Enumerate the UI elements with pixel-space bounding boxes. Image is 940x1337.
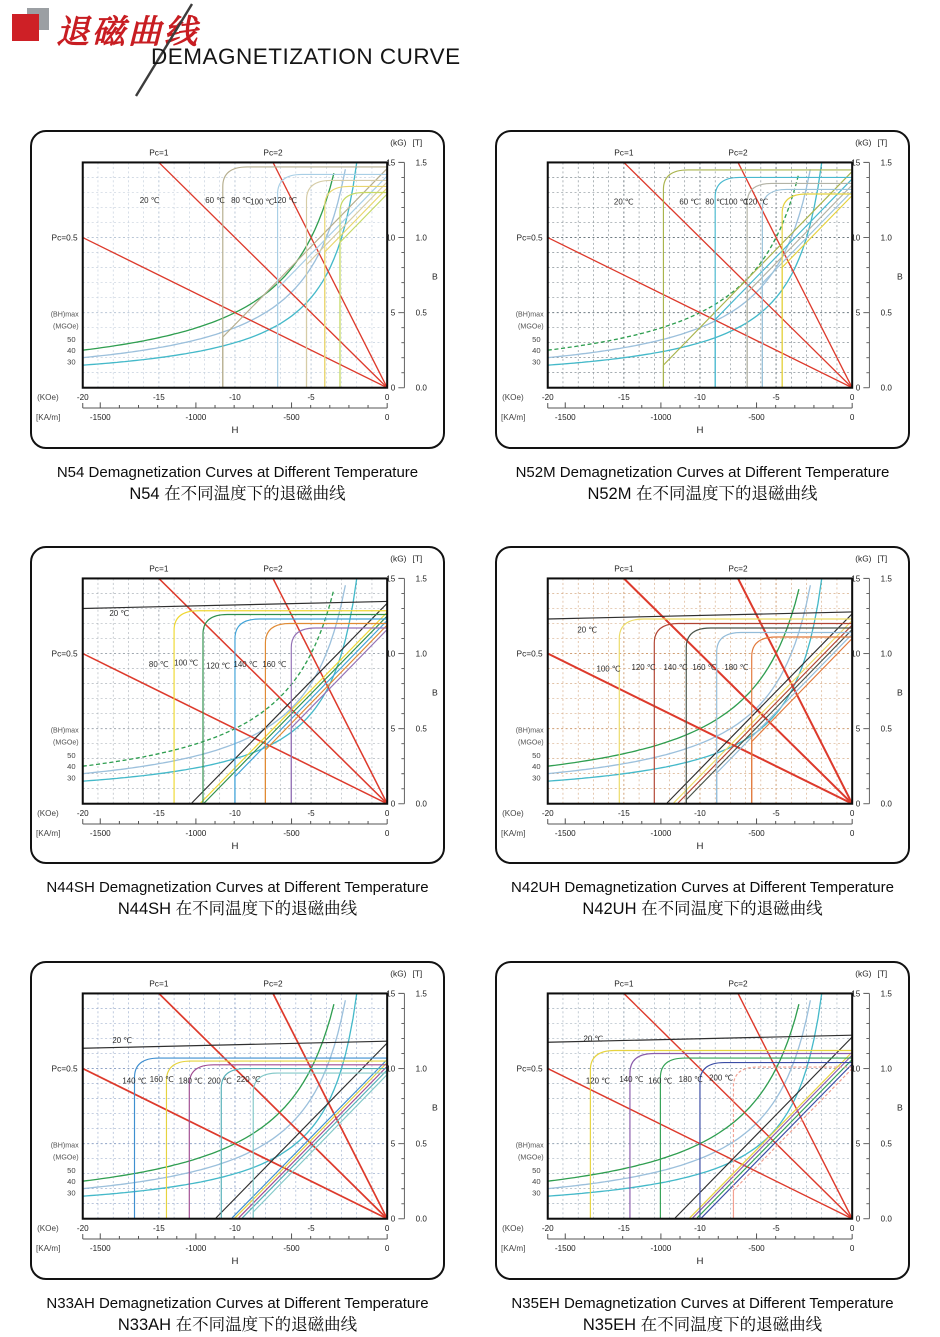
caption-zh: N42UH 在不同温度下的退磁曲线	[582, 900, 823, 919]
t-tick-label: 0.0	[880, 799, 892, 809]
kam-tick-label: -1500	[554, 828, 576, 838]
kam-tick-label: -500	[283, 1244, 300, 1254]
bhmax-label: (BH)max	[515, 1141, 544, 1150]
pc-label: Pc=1	[149, 563, 169, 574]
j-curve-180	[189, 1065, 387, 1218]
j-curve-200	[733, 1067, 852, 1218]
koe-tick-label: -5	[772, 392, 780, 402]
caption-en: N54 Demagnetization Curves at Different Temperature	[56, 463, 419, 481]
pc-label: Pc=1	[149, 147, 169, 158]
koe-tick-label: -5	[772, 1224, 780, 1234]
bhmax-unit-label: (MGOe)	[518, 738, 544, 747]
y-axis-title: B	[431, 687, 438, 698]
chart-card-n42uh	[495, 546, 910, 865]
pc-label: Pc=1	[614, 978, 634, 989]
kg-tick-label: 15	[851, 573, 861, 583]
pc-load-line	[159, 994, 387, 1219]
koe-tick-label: -10	[229, 392, 241, 402]
bhmax-tick: 50	[67, 334, 76, 344]
bhmax-tick: 30	[67, 357, 76, 367]
bhmax-label: (BH)max	[50, 310, 79, 319]
t-unit-label: [T]	[412, 137, 423, 148]
kam-tick-label: 0	[849, 1244, 855, 1254]
temp-label-180: 180 ℃	[724, 662, 749, 672]
kam-tick-label: 0	[849, 413, 855, 423]
y-axis-title: B	[896, 1102, 903, 1113]
chart-cell-n54	[30, 130, 445, 506]
kg-tick-label: 5	[390, 724, 396, 734]
temp-label-100: 100 ℃	[724, 197, 749, 207]
pc-label: Pc=0.5	[51, 648, 78, 659]
temp-label-20: 20 ℃	[139, 195, 160, 205]
temp-label-160: 160 ℃	[692, 662, 717, 672]
pc-label: Pc=1	[614, 147, 634, 158]
demagnetization-chart-n44sh	[32, 548, 443, 863]
x-axis-title: H	[231, 1256, 239, 1268]
kg-unit-label: (kG)	[855, 553, 872, 564]
chart-caption-n54	[30, 462, 445, 506]
chart-cell-n44sh	[30, 546, 445, 922]
kg-tick-label: 10	[851, 649, 861, 659]
chart-cell-n42uh	[495, 546, 910, 922]
koe-tick-label: 0	[384, 392, 390, 402]
t-tick-label: 1.5	[415, 573, 427, 583]
koe-tick-label: 0	[384, 1224, 390, 1234]
demagnetization-chart-n42uh	[497, 548, 908, 863]
temp-label-100: 100 ℃	[596, 664, 621, 674]
b-curve-160	[697, 1060, 852, 1218]
j-curve-160	[717, 632, 852, 802]
chart-caption-n52m	[495, 462, 910, 506]
kam-tick-label: -500	[748, 828, 765, 838]
chart-caption-n33ah	[30, 1293, 445, 1337]
t-tick-label: 0.5	[415, 724, 427, 734]
b-curve-180	[701, 1064, 852, 1218]
temp-label-20: 20 ℃	[109, 608, 130, 618]
t-unit-label: [T]	[412, 553, 423, 564]
kg-tick-label: 15	[386, 573, 396, 583]
bhmax-label: (BH)max	[50, 1141, 79, 1150]
caption-zh: N52M 在不同温度下的退磁曲线	[587, 484, 818, 503]
koe-unit-label: (KOe)	[502, 808, 524, 818]
koe-tick-label: 0	[849, 808, 855, 818]
kg-unit-label: (kG)	[855, 969, 872, 980]
t-tick-label: 0.5	[880, 308, 892, 318]
kg-tick-label: 0	[390, 1214, 396, 1224]
kam-tick-label: 0	[384, 1244, 390, 1254]
koe-tick-label: -10	[229, 808, 241, 818]
x-axis-title: H	[231, 424, 239, 436]
kg-tick-label: 10	[851, 233, 861, 243]
y-axis-title: B	[896, 271, 903, 282]
pc-label: Pc=1	[149, 978, 169, 989]
caption-zh: N33AH 在不同温度下的退磁曲线	[117, 1315, 358, 1334]
chart-cell-n33ah	[30, 961, 445, 1337]
chart-cell-n35eh	[495, 961, 910, 1337]
temp-label-120: 120 ℃	[206, 661, 231, 671]
chart-caption-n35eh	[495, 1293, 910, 1337]
temp-label-60: 60 ℃	[679, 197, 700, 207]
bhmax-tick: 30	[532, 1188, 541, 1198]
temp-label-120: 120 ℃	[631, 662, 656, 672]
bhmax-curve-30	[548, 578, 822, 781]
demagnetization-chart-n54	[32, 132, 443, 447]
kam-tick-label: -1000	[185, 413, 207, 423]
t-tick-label: 1.0	[415, 233, 427, 243]
kam-tick-label: 0	[384, 828, 390, 838]
kg-tick-label: 5	[390, 1139, 396, 1149]
grid-lines	[548, 162, 852, 387]
bhmax-tick: 50	[532, 334, 541, 344]
koe-unit-label: (KOe)	[37, 392, 59, 402]
page-header	[0, 0, 940, 100]
demagnetization-chart-n35eh	[497, 963, 908, 1278]
bhmax-curve-50	[548, 1005, 799, 1182]
koe-tick-label: 0	[384, 808, 390, 818]
kam-tick-label: -1500	[89, 1244, 111, 1254]
chart-caption-n44sh	[30, 877, 445, 921]
bhmax-tick: 50	[67, 1166, 76, 1176]
koe-tick-label: -15	[617, 1224, 630, 1234]
koe-tick-label: -20	[541, 1224, 554, 1234]
j-curve-80	[307, 180, 388, 387]
kam-unit-label: [KA/m]	[501, 828, 526, 838]
t-unit-label: [T]	[877, 969, 888, 980]
bhmax-unit-label: (MGOe)	[518, 1153, 544, 1162]
t-tick-label: 0.0	[415, 799, 427, 809]
kg-tick-label: 5	[855, 308, 861, 318]
temp-label-20: 20 ℃	[613, 197, 634, 207]
koe-tick-label: -15	[152, 808, 165, 818]
pc-load-line	[159, 578, 387, 803]
bhmax-label: (BH)max	[515, 310, 544, 319]
chart-card-n44sh	[30, 546, 445, 865]
kg-tick-label: 10	[851, 1064, 861, 1074]
kg-unit-label: (kG)	[390, 969, 407, 980]
t-tick-label: 1.5	[415, 989, 427, 999]
pc-label: Pc=0.5	[516, 1063, 543, 1074]
demagnetization-chart-n33ah	[32, 963, 443, 1278]
caption-en: N42UH Demagnetization Curves at Different Temperature	[511, 879, 894, 897]
bhmax-tick: 30	[67, 1188, 76, 1198]
caption-en: N52M Demagnetization Curves at Different Temperature	[515, 463, 890, 481]
pc-label: Pc=2	[728, 147, 748, 158]
temp-label-20: 20 ℃	[112, 1036, 133, 1046]
b-curve-80	[201, 612, 388, 803]
y-axis-title: B	[431, 1102, 438, 1113]
temp-label-220: 220 ℃	[236, 1075, 261, 1085]
kam-tick-label: -1500	[89, 828, 111, 838]
koe-tick-label: -15	[152, 1224, 165, 1234]
page-title-en: DEMAGNETIZATION CURVE	[151, 44, 461, 69]
kg-tick-label: 10	[386, 233, 396, 243]
temp-label-200: 200 ℃	[709, 1073, 734, 1083]
kg-tick-label: 15	[851, 158, 861, 168]
temp-label-140: 140 ℃	[122, 1076, 147, 1086]
kam-tick-label: -500	[748, 413, 765, 423]
t-tick-label: 0.0	[880, 1214, 892, 1224]
page-title-zh: 退磁曲线	[56, 13, 200, 50]
caption-zh: N35EH 在不同温度下的退磁曲线	[582, 1315, 823, 1334]
kam-unit-label: [KA/m]	[36, 413, 61, 423]
bhmax-tick: 50	[532, 1166, 541, 1176]
koe-unit-label: (KOe)	[502, 1224, 524, 1234]
koe-tick-label: -20	[76, 808, 89, 818]
temp-label-80: 80 ℃	[231, 195, 251, 205]
bhmax-tick: 50	[67, 750, 76, 760]
bhmax-curve-30	[83, 162, 357, 365]
caption-en: N33AH Demagnetization Curves at Different Temperature	[46, 1294, 429, 1312]
pc-label: Pc=0.5	[516, 232, 543, 243]
koe-tick-label: -20	[541, 808, 554, 818]
b-curve-20	[192, 603, 387, 803]
pc-load-line	[273, 578, 387, 803]
y-axis-title: B	[431, 271, 438, 282]
temp-label-140: 140 ℃	[233, 659, 258, 669]
b-curve-100	[674, 620, 853, 802]
kg-tick-label: 0	[390, 383, 396, 393]
bhmax-tick: 50	[532, 750, 541, 760]
temp-label-140: 140 ℃	[619, 1075, 644, 1085]
b-curve-60	[715, 179, 852, 387]
t-tick-label: 0.0	[415, 1214, 427, 1224]
kam-unit-label: [KA/m]	[501, 413, 526, 423]
bhmax-tick: 40	[67, 761, 76, 771]
kg-unit-label: (kG)	[390, 137, 407, 148]
temp-label-160: 160 ℃	[648, 1076, 673, 1086]
x-axis-title: H	[696, 840, 704, 852]
kam-tick-label: 0	[849, 828, 855, 838]
kam-tick-label: -500	[283, 828, 300, 838]
kg-tick-label: 10	[386, 1064, 396, 1074]
koe-tick-label: -10	[229, 1224, 241, 1234]
bhmax-curve-30	[83, 994, 357, 1197]
kg-tick-label: 5	[855, 724, 861, 734]
kam-tick-label: -500	[283, 413, 300, 423]
t-tick-label: 0.0	[880, 383, 892, 393]
pc-load-line	[738, 994, 852, 1219]
t-tick-label: 0.0	[415, 383, 427, 393]
koe-tick-label: -15	[617, 808, 630, 818]
temp-label-120: 120 ℃	[585, 1076, 611, 1086]
t-tick-label: 1.0	[415, 1064, 427, 1074]
koe-tick-label: -10	[694, 392, 706, 402]
temp-label-200: 200 ℃	[207, 1076, 232, 1086]
temp-label-100: 100 ℃	[174, 658, 199, 668]
kg-tick-label: 0	[855, 799, 861, 809]
kg-tick-label: 0	[855, 383, 861, 393]
pc-label: Pc=2	[728, 978, 748, 989]
b-curve-220	[253, 1075, 387, 1218]
kam-unit-label: [KA/m]	[36, 1244, 61, 1254]
t-tick-label: 0.5	[880, 724, 892, 734]
temp-label-120: 120 ℃	[744, 197, 769, 207]
t-unit-label: [T]	[412, 969, 423, 980]
bhmax-label: (BH)max	[515, 726, 544, 735]
caption-zh: N54 在不同温度下的退磁曲线	[129, 484, 346, 503]
t-tick-label: 1.0	[880, 1064, 892, 1074]
temp-label-20: 20 ℃	[577, 625, 598, 635]
kam-tick-label: -1000	[185, 828, 207, 838]
koe-unit-label: (KOe)	[37, 1224, 59, 1234]
koe-tick-label: -5	[307, 392, 315, 402]
pc-label: Pc=1	[614, 563, 634, 574]
bhmax-tick: 40	[532, 761, 541, 771]
pc-load-line	[624, 162, 852, 387]
bhmax-unit-label: (MGOe)	[53, 1153, 79, 1162]
bhmax-tick: 40	[532, 1177, 541, 1187]
t-tick-label: 1.0	[880, 649, 892, 659]
bhmax-curve-30	[548, 994, 822, 1197]
t-tick-label: 1.5	[880, 158, 892, 168]
b-curve-80	[307, 182, 388, 387]
charts-grid	[0, 130, 940, 1337]
bhmax-label: (BH)max	[50, 726, 79, 735]
t-tick-label: 1.5	[880, 989, 892, 999]
kg-tick-label: 5	[855, 1139, 861, 1149]
b-curve-180	[236, 1067, 388, 1219]
pc-label: Pc=2	[263, 978, 283, 989]
chart-card-n54	[30, 130, 445, 449]
koe-tick-label: -10	[694, 1224, 706, 1234]
kam-tick-label: -1500	[554, 413, 576, 423]
logo-square-red	[12, 14, 39, 41]
temp-label-80: 80 ℃	[148, 659, 169, 669]
pc-label: Pc=2	[263, 147, 283, 158]
bhmax-tick: 40	[532, 346, 541, 356]
temp-label-20: 20 ℃	[583, 1034, 604, 1044]
koe-tick-label: 0	[849, 392, 855, 402]
bhmax-tick: 40	[67, 1177, 76, 1187]
caption-zh: N44SH 在不同温度下的退磁曲线	[117, 900, 358, 919]
kg-tick-label: 15	[851, 989, 861, 999]
kam-tick-label: -1000	[650, 413, 672, 423]
bhmax-curve-40	[548, 1001, 811, 1189]
kg-tick-label: 15	[386, 158, 396, 168]
kam-tick-label: -500	[748, 1244, 765, 1254]
kam-tick-label: -1000	[185, 1244, 207, 1254]
koe-tick-label: 0	[849, 1224, 855, 1234]
pc-load-line	[273, 994, 387, 1219]
kg-tick-label: 0	[855, 1214, 861, 1224]
pc-label: Pc=0.5	[51, 1063, 78, 1074]
t-tick-label: 0.5	[415, 1139, 427, 1149]
temp-label-120: 120 ℃	[273, 195, 298, 205]
t-unit-label: [T]	[877, 137, 888, 148]
koe-tick-label: -15	[617, 392, 630, 402]
t-tick-label: 1.5	[880, 573, 892, 583]
j-curve-60	[715, 177, 852, 387]
kg-tick-label: 15	[386, 989, 396, 999]
kam-tick-label: -1000	[650, 828, 672, 838]
bhmax-tick: 30	[532, 773, 541, 783]
b-curve-120	[678, 625, 852, 803]
b-curve-140	[686, 629, 852, 802]
bhmax-curve-40	[83, 1001, 346, 1189]
kg-tick-label: 5	[390, 308, 396, 318]
koe-unit-label: (KOe)	[37, 808, 59, 818]
temp-label-80: 80 ℃	[705, 197, 726, 207]
bhmax-tick: 40	[67, 346, 76, 356]
temp-label-180: 180 ℃	[678, 1075, 703, 1085]
chart-cell-n52m	[495, 130, 910, 506]
t-tick-label: 1.0	[415, 649, 427, 659]
koe-tick-label: -15	[152, 392, 165, 402]
pc-label: Pc=2	[728, 563, 748, 574]
temp-label-100: 100 ℃	[250, 197, 275, 207]
kg-tick-label: 0	[390, 799, 396, 809]
koe-tick-label: -5	[307, 808, 315, 818]
kam-tick-label: -1500	[554, 1244, 576, 1254]
b-curve-20	[675, 1037, 852, 1218]
j-curve-100	[203, 614, 387, 802]
koe-tick-label: -20	[76, 1224, 89, 1234]
chart-card-n33ah	[30, 961, 445, 1280]
kam-unit-label: [KA/m]	[501, 1244, 526, 1254]
kam-tick-label: -1500	[89, 413, 111, 423]
b-curve-20	[667, 613, 852, 802]
t-tick-label: 0.5	[415, 308, 427, 318]
koe-tick-label: -5	[307, 1224, 315, 1234]
chart-caption-n42uh	[495, 877, 910, 921]
t-tick-label: 1.0	[880, 233, 892, 243]
x-axis-title: H	[231, 840, 239, 852]
j-curve-80	[174, 610, 387, 802]
kg-tick-label: 10	[386, 649, 396, 659]
koe-tick-label: -20	[541, 392, 554, 402]
chart-card-n52m	[495, 130, 910, 449]
koe-unit-label: (KOe)	[502, 392, 524, 402]
bhmax-unit-label: (MGOe)	[53, 738, 79, 747]
t-tick-label: 0.5	[880, 1139, 892, 1149]
pc-label: Pc=0.5	[51, 232, 78, 243]
x-axis-title: H	[696, 424, 704, 436]
temp-label-140: 140 ℃	[663, 662, 688, 672]
t-tick-label: 1.5	[415, 158, 427, 168]
temp-label-180: 180 ℃	[178, 1076, 203, 1086]
koe-tick-label: -5	[772, 808, 780, 818]
pc-label: Pc=0.5	[516, 648, 543, 659]
temp-label-60: 60 ℃	[205, 195, 226, 205]
kam-unit-label: [KA/m]	[36, 828, 61, 838]
kg-unit-label: (kG)	[855, 137, 872, 148]
bhmax-unit-label: (MGOe)	[518, 322, 544, 331]
caption-en: N35EH Demagnetization Curves at Different Temperature	[511, 1294, 894, 1312]
kam-tick-label: -1000	[650, 1244, 672, 1254]
kam-tick-label: 0	[384, 413, 390, 423]
bhmax-unit-label: (MGOe)	[53, 322, 79, 331]
pc-label: Pc=2	[263, 563, 283, 574]
caption-en: N44SH Demagnetization Curves at Different Temperature	[46, 879, 429, 897]
koe-tick-label: -20	[76, 392, 89, 402]
chart-card-n35eh	[495, 961, 910, 1280]
kg-unit-label: (kG)	[390, 553, 407, 564]
y-axis-title: B	[896, 687, 903, 698]
demagnetization-chart-n52m	[497, 132, 908, 447]
bhmax-tick: 30	[67, 773, 76, 783]
bhmax-tick: 30	[532, 357, 541, 367]
x-axis-title: H	[696, 1256, 704, 1268]
temp-label-160: 160 ℃	[149, 1075, 175, 1085]
koe-tick-label: -10	[694, 808, 706, 818]
temp-label-160: 160 ℃	[262, 659, 287, 669]
t-unit-label: [T]	[877, 553, 888, 564]
